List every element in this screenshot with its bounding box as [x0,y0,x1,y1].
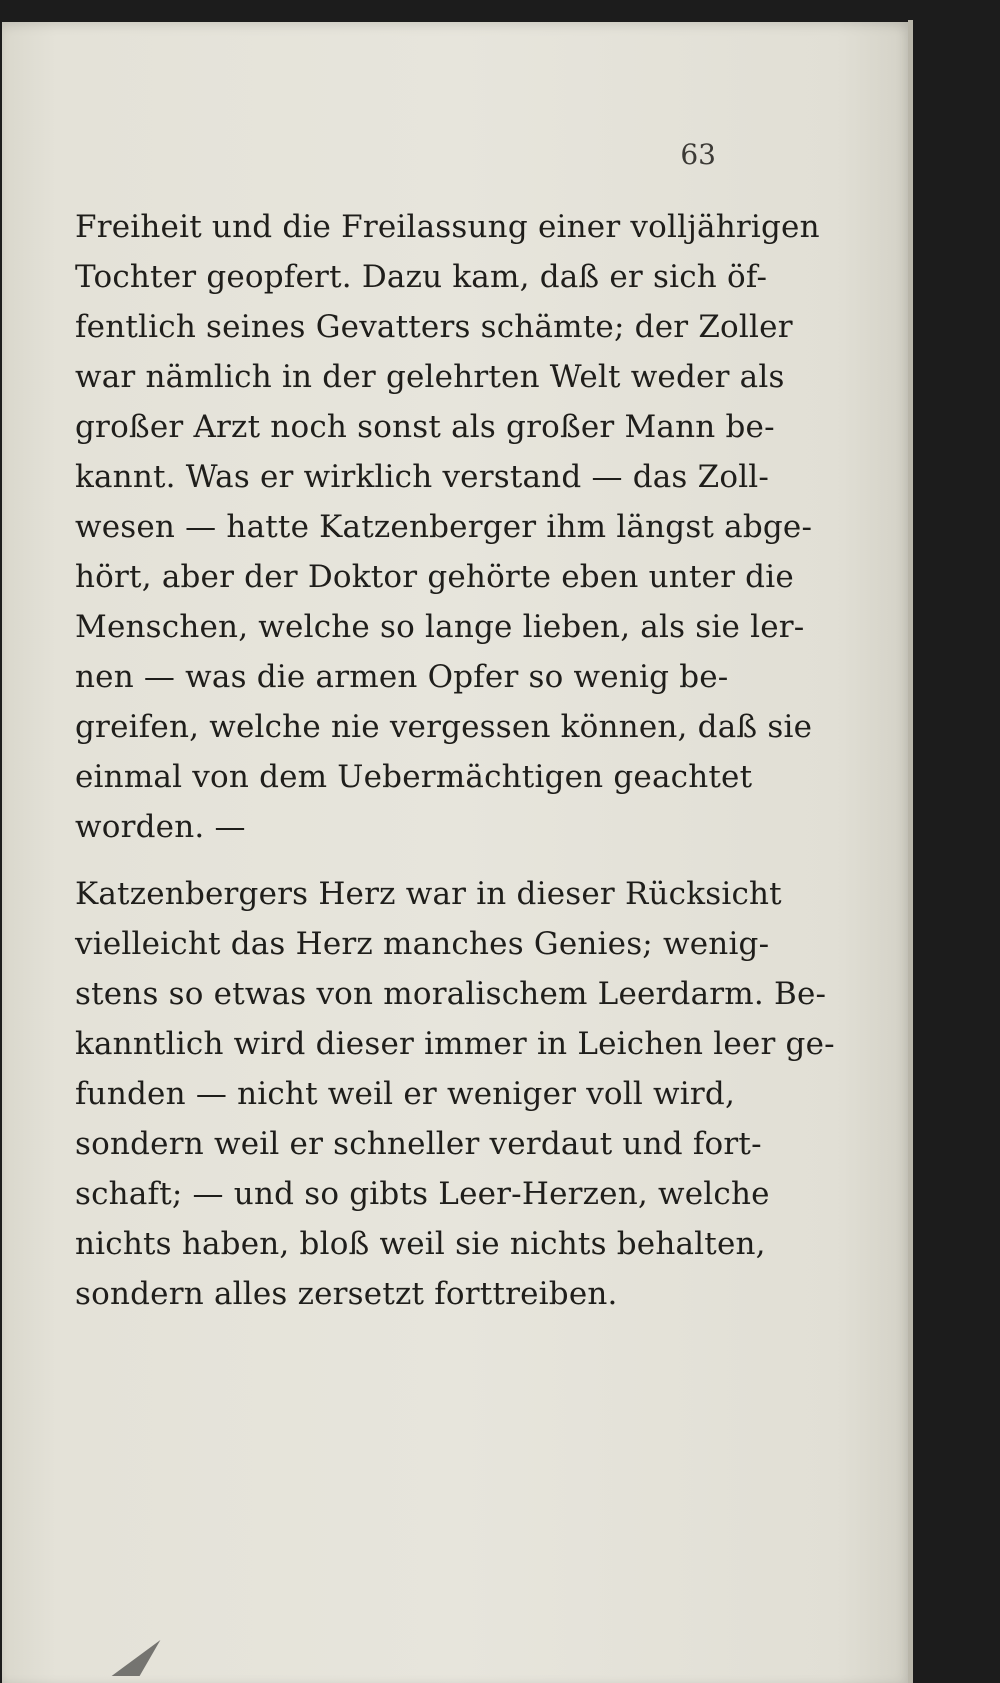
text-line: sondern alles zersetzt forttreiben. [75,1276,618,1312]
text-line: fentlich seines Gevatters schämte; der Zoller [75,309,793,345]
text-line: Menschen, welche so lange lieben, als sie ler- [75,609,805,645]
text-line: funden — nicht weil er weniger voll wird, [75,1076,736,1112]
text-line: war nämlich in der gelehrten Welt weder als [75,359,785,395]
paragraph-2 [75,869,835,1319]
text-line: nen — was die armen Opfer so wenig be- [75,659,729,695]
text-line: kannt. Was er wirklich verstand — das Zoll- [75,459,770,495]
text-line: greifen, welche nie vergessen können, daß sie [75,709,813,745]
page-number: 63 [680,138,716,171]
text-line: einmal von dem Uebermächtigen geachtet [75,759,753,795]
text-line: hört, aber der Doktor gehörte eben unter die [75,559,794,595]
text-line: sondern weil er schneller verdaut und fort- [75,1126,762,1162]
text-line: Katzenbergers Herz war in dieser Rücksicht [75,876,782,912]
page-edge [908,20,913,1683]
text-line: worden. — [75,809,246,845]
text-line: Tochter geopfert. Dazu kam, daß er sich öf- [75,259,768,295]
text-line: kanntlich wird dieser immer in Leichen leer ge- [75,1026,835,1062]
text-line: schaft; — und so gibts Leer-Herzen, welche [75,1176,770,1212]
text-line: nichts haben, bloß weil sie nichts behalten, [75,1226,766,1262]
text-line: vielleicht das Herz manches Genies; wenig- [75,926,770,962]
text-line: wesen — hatte Katzenberger ihm längst abge- [75,509,813,545]
paragraph-1 [75,202,820,852]
text-line: stens so etwas von moralischem Leerdarm. Be- [75,976,827,1012]
text-line: Freiheit und die Freilassung einer volljährigen [75,209,820,245]
text-line: großer Arzt noch sonst als großer Mann be- [75,409,775,445]
